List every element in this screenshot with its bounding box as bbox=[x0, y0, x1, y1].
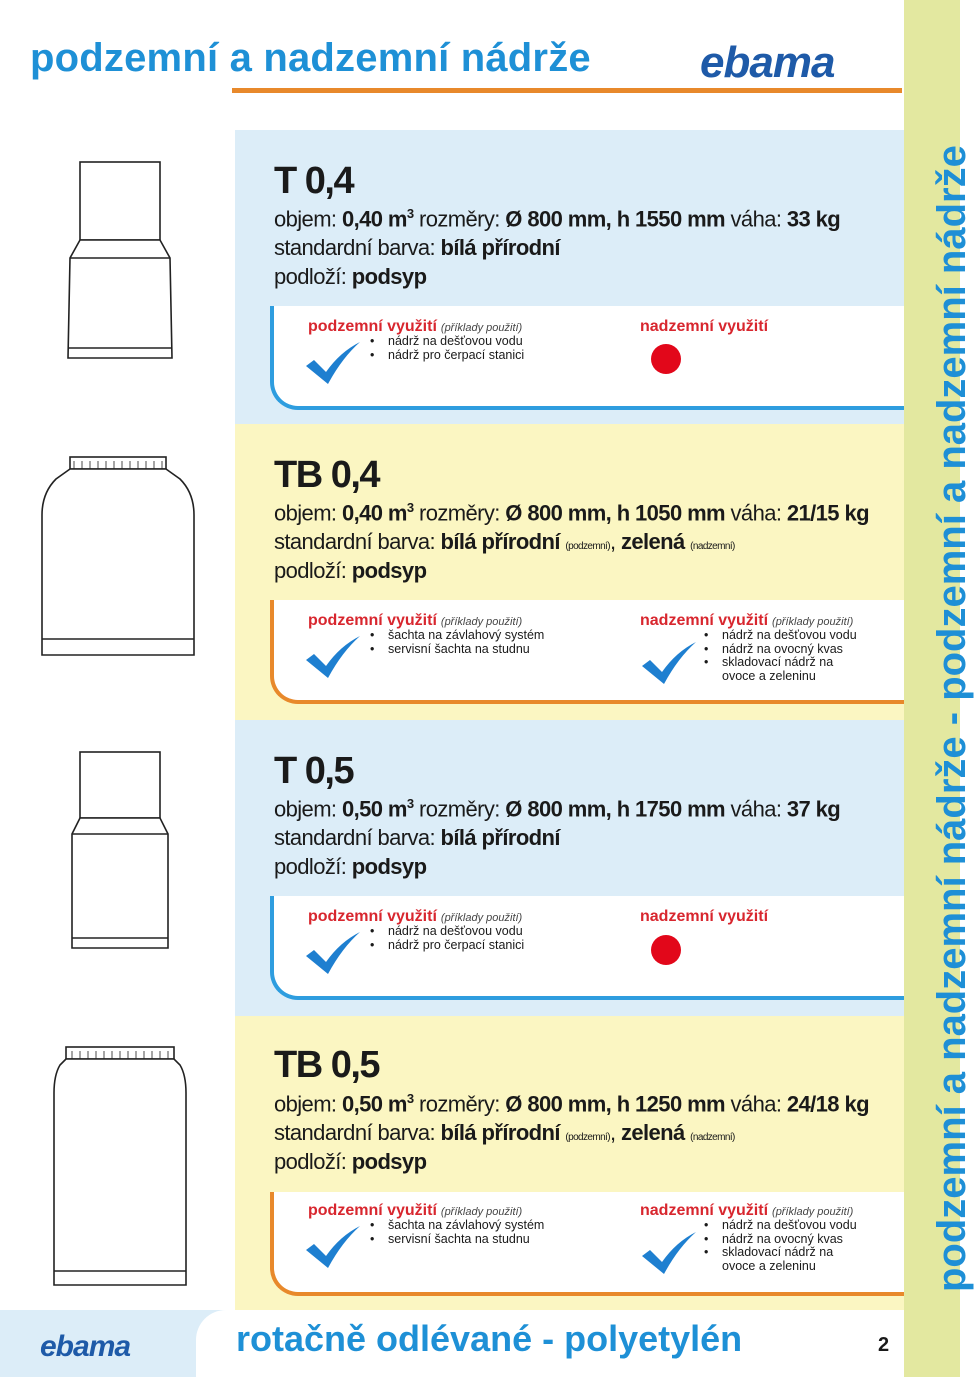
list-item: • šachta na závlahový systém bbox=[388, 629, 544, 643]
tank-tb05-illustration bbox=[50, 1045, 190, 1290]
aboveground-usage-heading: nadzemní využití bbox=[640, 908, 769, 925]
underground-usage-heading: podzemní využití (příklady použití) bbox=[308, 318, 523, 335]
product-color: standardní barva: bílá přírodní (podzemní), zelená (nadzemní) bbox=[274, 529, 735, 554]
header-divider-right bbox=[720, 88, 902, 93]
list-item: ovoce a zeleninu bbox=[722, 668, 816, 683]
product-color: standardní barva: bílá přírodní bbox=[274, 235, 560, 260]
aboveground-usage-heading: nadzemní využití bbox=[640, 318, 769, 335]
underground-usage-heading: podzemní využití (příklady použití) bbox=[308, 1202, 523, 1219]
product-base: podloží: podsyp bbox=[274, 558, 427, 583]
list-item: • servisní šachta na studnu bbox=[388, 643, 544, 657]
list-item: • skladovací nádrž na bbox=[722, 656, 857, 670]
underground-usage-list bbox=[370, 629, 544, 656]
tank-t05-illustration bbox=[60, 750, 180, 952]
list-item: • nádrž na ovocný kvas bbox=[722, 643, 857, 657]
page-number: 2 bbox=[878, 1334, 890, 1356]
tank-tb04-illustration bbox=[38, 455, 198, 660]
product-title: TB 0,4 bbox=[274, 454, 380, 496]
not-suitable-icon bbox=[651, 344, 681, 374]
product-color: standardní barva: bílá přírodní bbox=[274, 825, 560, 850]
list-item: • nádrž na dešťovou vodu bbox=[388, 925, 524, 939]
product-specs: objem: 0,40 $m^3$ rozměry: Ø 800 mm, h 1550 mm váha: 33 kg bbox=[274, 206, 841, 232]
list-item: ovoce a zeleninu bbox=[722, 1258, 816, 1273]
product-title: T 0,4 bbox=[274, 160, 354, 202]
underground-usage-list bbox=[370, 925, 524, 952]
product-title: TB 0,5 bbox=[274, 1044, 380, 1086]
page-title: podzemní a nadzemní nádrže bbox=[30, 36, 591, 80]
list-item: • nádrž na dešťovou vodu bbox=[388, 335, 524, 349]
check-icon bbox=[640, 640, 698, 686]
list-item: • nádrž pro čerpací stanici bbox=[388, 939, 524, 953]
not-suitable-icon bbox=[651, 935, 681, 965]
aboveground-usage-list bbox=[704, 1219, 857, 1273]
list-item: • nádrž na dešťovou vodu bbox=[722, 629, 857, 643]
footer-brand-logo: ebama bbox=[40, 1330, 131, 1363]
product-base: podloží: podsyp bbox=[274, 264, 427, 289]
list-item: • šachta na závlahový systém bbox=[388, 1219, 544, 1233]
footer-title: rotačně odlévané - polyetylén bbox=[236, 1318, 743, 1359]
product-base: podloží: podsyp bbox=[274, 1149, 427, 1174]
product-title: T 0,5 bbox=[274, 750, 354, 792]
check-icon bbox=[304, 340, 362, 386]
brand-logo: ebama bbox=[700, 38, 835, 87]
check-icon bbox=[304, 930, 362, 976]
aboveground-usage-heading: nadzemní využití (příklady použití) bbox=[640, 612, 854, 629]
side-band-text: podzemní a nadzemní nádrže - podzemní a nadzemní nádrže bbox=[930, 145, 974, 1292]
product-base: podloží: podsyp bbox=[274, 854, 427, 879]
list-item: • servisní šachta na studnu bbox=[388, 1233, 544, 1247]
product-color: standardní barva: bílá přírodní (podzemní), zelená (nadzemní) bbox=[274, 1120, 735, 1145]
underground-usage-heading: podzemní využití (příklady použití) bbox=[308, 908, 523, 925]
product-specs: objem: 0,50 $m^3$ rozměry: Ø 800 mm, h 1250 mm váha: 24/18 kg bbox=[274, 1091, 869, 1117]
product-specs: objem: 0,50 $m^3$ rozměry: Ø 800 mm, h 1750 mm váha: 37 kg bbox=[274, 796, 841, 822]
underground-usage-list bbox=[370, 335, 524, 362]
side-band bbox=[904, 0, 974, 1377]
product-specs: objem: 0,40 $m^3$ rozměry: Ø 800 mm, h 1050 mm váha: 21/15 kg bbox=[274, 500, 869, 526]
header-divider bbox=[232, 88, 732, 93]
aboveground-usage-list bbox=[704, 629, 857, 683]
list-item: • nádrž pro čerpací stanici bbox=[388, 349, 524, 363]
check-icon bbox=[304, 1224, 362, 1270]
check-icon bbox=[304, 634, 362, 680]
check-icon bbox=[640, 1230, 698, 1276]
list-item: • nádrž na dešťovou vodu bbox=[722, 1219, 857, 1233]
underground-usage-list bbox=[370, 1219, 544, 1246]
underground-usage-heading: podzemní využití (příklady použití) bbox=[308, 612, 523, 629]
tank-t04-illustration bbox=[60, 160, 180, 362]
list-item: • skladovací nádrž na bbox=[722, 1246, 857, 1260]
aboveground-usage-heading: nadzemní využití (příklady použití) bbox=[640, 1202, 854, 1219]
list-item: • nádrž na ovocný kvas bbox=[722, 1233, 857, 1247]
